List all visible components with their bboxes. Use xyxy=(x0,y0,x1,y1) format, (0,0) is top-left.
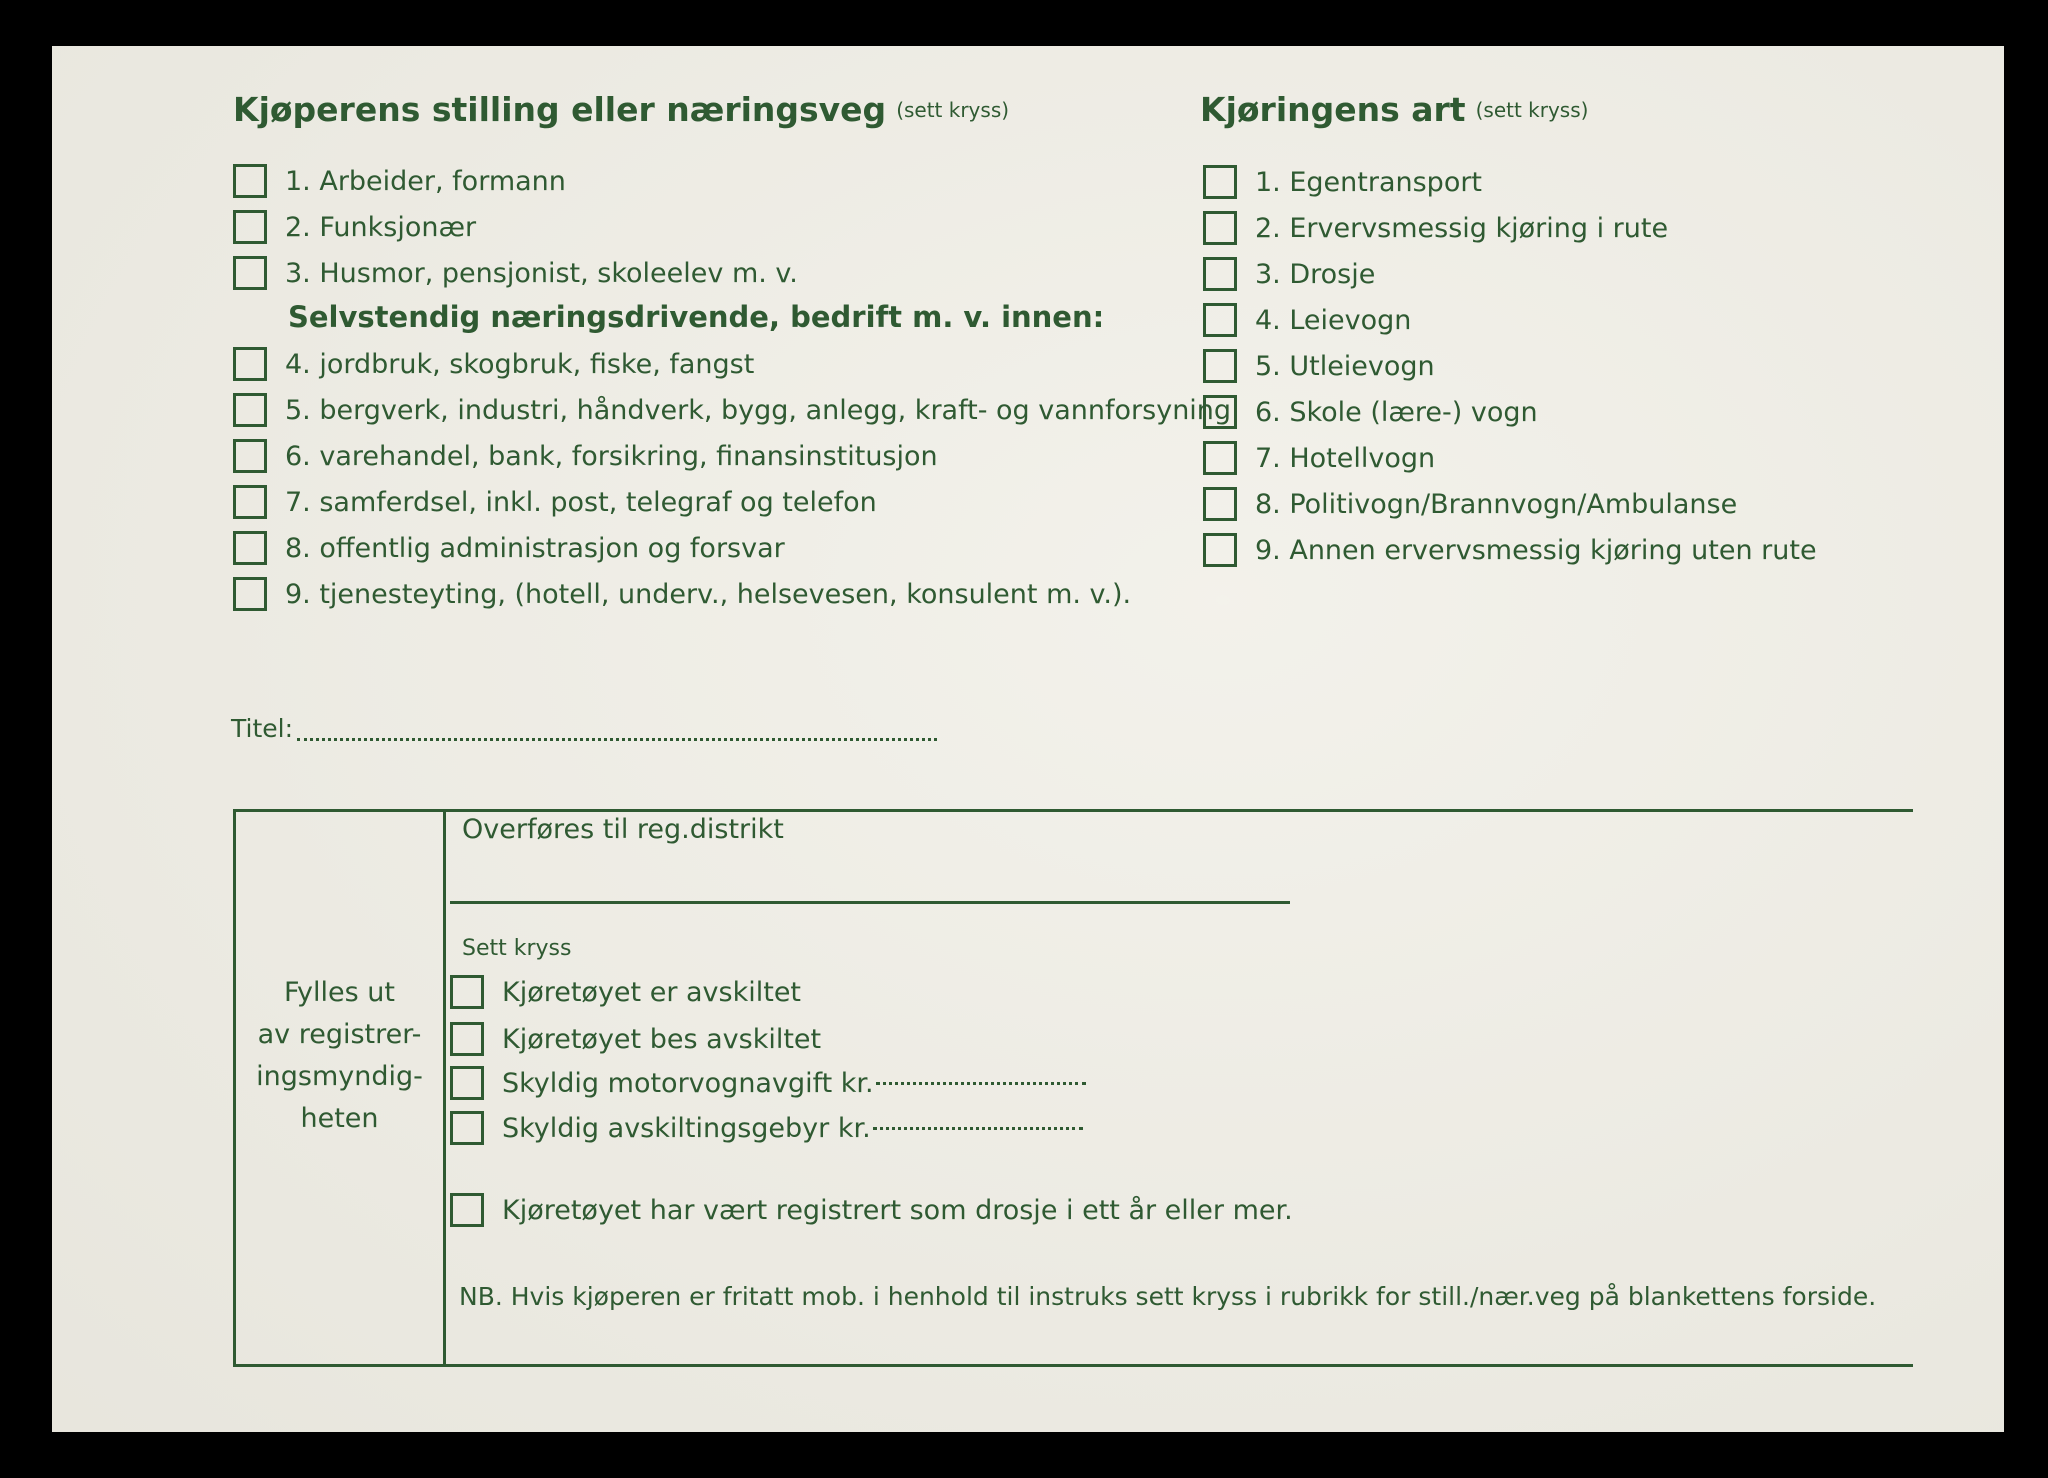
titel-label: Titel: xyxy=(231,714,293,743)
buyer-option-7[interactable] xyxy=(233,482,877,522)
checkbox[interactable] xyxy=(233,439,267,473)
checkbox[interactable] xyxy=(233,347,267,381)
buyer-option-4[interactable] xyxy=(233,344,754,384)
checkbox[interactable] xyxy=(233,393,267,427)
check-avskiltet[interactable] xyxy=(450,972,801,1012)
checkbox[interactable] xyxy=(1203,257,1237,291)
titel-dotted-line[interactable] xyxy=(297,738,937,741)
transfer-label: Overføres til reg.distrikt xyxy=(462,814,784,845)
check-drosje-year[interactable] xyxy=(450,1190,1293,1230)
option-label: 6. Skole (lære-) vogn xyxy=(1255,396,1538,428)
check-motorvognavgift[interactable] xyxy=(450,1063,1086,1103)
checkbox[interactable] xyxy=(1203,211,1237,245)
checkbox[interactable] xyxy=(450,1193,484,1227)
checkbox[interactable] xyxy=(233,577,267,611)
driving-option-9[interactable] xyxy=(1203,530,1817,570)
checkbox[interactable] xyxy=(1203,303,1237,337)
option-label: 4. Leievogn xyxy=(1255,304,1412,336)
option-label: 4. jordbruk, skogbruk, fiske, fangst xyxy=(285,348,755,380)
buyer-section-title xyxy=(233,90,1009,129)
nb-note: NB. Hvis kjøperen er fritatt mob. i henhold til instruks sett kryss i rubrikk for still./nær.veg på blankettens forside. xyxy=(459,1282,1877,1311)
option-label: 9. Annen ervervsmessig kjøring uten rute xyxy=(1255,534,1817,566)
checkbox[interactable] xyxy=(233,210,267,244)
checkbox[interactable] xyxy=(450,1066,484,1100)
checkbox[interactable] xyxy=(1203,441,1237,475)
driving-option-4[interactable] xyxy=(1203,300,1411,340)
checkbox[interactable] xyxy=(1203,487,1237,521)
checkbox[interactable] xyxy=(1203,395,1237,429)
driving-option-6[interactable] xyxy=(1203,392,1538,432)
driving-option-2[interactable] xyxy=(1203,208,1668,248)
buyer-title-text: Kjøperens stilling eller næringsveg xyxy=(233,90,887,129)
driving-option-7[interactable] xyxy=(1203,438,1435,478)
checkbox[interactable] xyxy=(1203,349,1237,383)
option-label: Skyldig motorvognavgift kr. xyxy=(502,1067,874,1099)
driving-title-text: Kjøringens art xyxy=(1200,90,1466,129)
check-bes-avskiltet[interactable] xyxy=(450,1019,821,1059)
amount-dotted-line[interactable] xyxy=(876,1082,1086,1085)
checkbox[interactable] xyxy=(233,256,267,290)
buyer-option-2[interactable] xyxy=(233,207,476,247)
buyer-option-9[interactable] xyxy=(233,574,1131,614)
option-label: 3. Husmor, pensjonist, skoleelev m. v. xyxy=(285,257,798,289)
self-employed-heading: Selvstendig næringsdrivende, bedrift m. v. innen: xyxy=(288,300,1105,334)
checkbox[interactable] xyxy=(450,1022,484,1056)
check-avskiltingsgebyr[interactable] xyxy=(450,1108,1083,1148)
option-label: 8. Politivogn/Brannvogn/Ambulanse xyxy=(1255,488,1738,520)
buyer-option-5[interactable] xyxy=(233,390,1231,430)
sett-kryss-label: Sett kryss xyxy=(462,936,572,961)
option-label: 1. Egentransport xyxy=(1255,166,1483,198)
checkbox[interactable] xyxy=(233,164,267,198)
option-label: Kjøretøyet bes avskiltet xyxy=(502,1023,822,1055)
checkbox[interactable] xyxy=(1203,165,1237,199)
option-label: 3. Drosje xyxy=(1255,258,1376,290)
option-label: 1. Arbeider, formann xyxy=(285,165,566,197)
checkbox[interactable] xyxy=(233,485,267,519)
side-label-line: Fylles ut xyxy=(284,977,395,1008)
side-label-line: av registrer- xyxy=(257,1019,422,1050)
checkbox[interactable] xyxy=(1203,533,1237,567)
option-label: 5. Utleievogn xyxy=(1255,350,1435,382)
driving-option-5[interactable] xyxy=(1203,346,1435,386)
side-label-line: heten xyxy=(300,1103,379,1134)
driving-hint: (sett kryss) xyxy=(1475,98,1589,122)
option-label: 7. samferdsel, inkl. post, telegraf og telefon xyxy=(285,486,877,518)
buyer-option-1[interactable] xyxy=(233,161,566,201)
registry-box-divider xyxy=(443,809,446,1367)
driving-option-8[interactable] xyxy=(1203,484,1737,524)
option-label: 2. Ervervsmessig kjøring i rute xyxy=(1255,212,1669,244)
option-label: Kjøretøyet har vært registrert som drosje i ett år eller mer. xyxy=(502,1194,1293,1226)
buyer-hint: (sett kryss) xyxy=(896,98,1010,122)
side-label-line: ingsmyndig- xyxy=(256,1061,423,1092)
option-label: 2. Funksjonær xyxy=(285,211,477,243)
amount-dotted-line[interactable] xyxy=(873,1127,1083,1130)
buyer-option-8[interactable] xyxy=(233,528,785,568)
driving-option-1[interactable] xyxy=(1203,162,1482,202)
driving-option-3[interactable] xyxy=(1203,254,1375,294)
option-label: 5. bergverk, industri, håndverk, bygg, anlegg, kraft- og vannforsyning xyxy=(285,394,1232,426)
driving-section-title xyxy=(1200,90,1588,129)
option-label: 8. offentlig administrasjon og forsvar xyxy=(285,532,785,564)
titel-field[interactable] xyxy=(231,714,937,743)
buyer-option-3[interactable] xyxy=(233,253,798,293)
option-label: 6. varehandel, bank, forsikring, finansinstitusjon xyxy=(285,440,938,472)
buyer-option-6[interactable] xyxy=(233,436,938,476)
option-label: Skyldig avskiltingsgebyr kr. xyxy=(502,1112,871,1144)
option-label: Kjøretøyet er avskiltet xyxy=(502,976,802,1008)
checkbox[interactable] xyxy=(233,531,267,565)
option-label: 9. tjenesteyting, (hotell, underv., helsevesen, konsulent m. v.). xyxy=(285,578,1132,610)
transfer-district-line[interactable] xyxy=(450,901,1290,904)
checkbox[interactable] xyxy=(450,975,484,1009)
registry-side-label xyxy=(236,972,443,1140)
option-label: 7. Hotellvogn xyxy=(1255,442,1436,474)
checkbox[interactable] xyxy=(450,1111,484,1145)
